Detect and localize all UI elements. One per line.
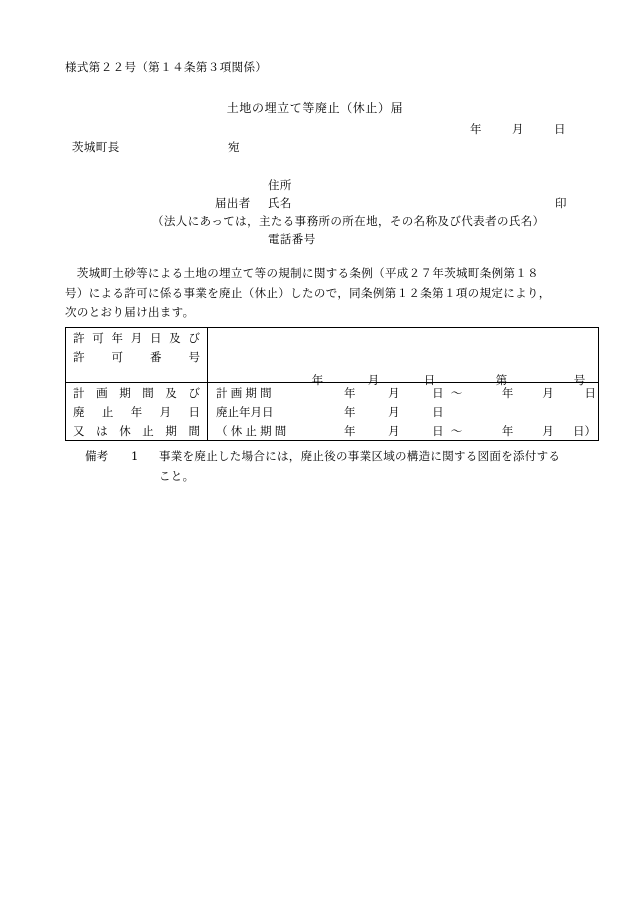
char: 間 [142, 385, 154, 400]
remarks-text-line-1: 事業を廃止した場合には，廃止後の事業区域の構造に関する図面を添付する [159, 449, 561, 463]
char: 番 [150, 349, 162, 364]
abolition-year-label: 年 [344, 404, 356, 419]
suspension-start-year-label: 年 [344, 423, 356, 438]
plan-period-label: 計画期間 [216, 385, 275, 400]
char: び [188, 330, 200, 345]
char: 止 [142, 423, 154, 438]
submitter-address-label: 住所 [268, 178, 292, 192]
body-paragraph [65, 264, 599, 323]
period-label-cell [66, 383, 208, 441]
char: 日 [188, 404, 200, 419]
plan-start-day-label: 日 [432, 385, 444, 400]
suspension-period-tilde: ～ [450, 423, 463, 438]
plan-start-year-label: 年 [344, 385, 356, 400]
corporate-note: （法人にあっては，主たる事務所の所在地，その名称及び代表者の氏名） [152, 214, 545, 228]
char: 月 [130, 330, 143, 345]
char: 期 [165, 423, 177, 438]
permit-number-prefix: 第 [495, 373, 508, 387]
char: 画 [96, 385, 108, 400]
char: び [188, 385, 200, 400]
char: 許 [73, 330, 85, 345]
abolition-date-label: 廃止年月日 [216, 404, 274, 419]
addressee-name: 茨城町長 [72, 140, 120, 154]
date-month-label: 月 [512, 122, 524, 136]
abolition-month-label: 月 [388, 404, 400, 419]
permit-value-area[interactable] [208, 328, 598, 387]
char: 又 [73, 423, 85, 438]
permit-date-number-line [208, 358, 598, 402]
body-line-1: 茨城町土砂等による土地の埋立て等の規制に関する条例（平成２７年茨城町条例第１８ [65, 266, 539, 280]
char: は [96, 423, 108, 438]
char: 休 [119, 423, 131, 438]
page-title: 土地の埋立て等廃止（休止）届 [226, 101, 404, 115]
suspension-end-year-label: 年 [501, 423, 514, 438]
permit-value-cell[interactable] [208, 328, 599, 387]
submitter-name-label: 氏名 [268, 196, 292, 210]
plan-end-day-label: 日 [584, 385, 597, 400]
remarks-text-line-2: こと。 [159, 468, 195, 483]
permit-label-line-2 [66, 347, 207, 366]
body-line-3: 次のとおり届け出ます。 [65, 305, 195, 319]
char: 及 [165, 385, 177, 400]
period-label-line-2 [66, 402, 207, 421]
date-year-label: 年 [470, 122, 482, 136]
char: 月 [159, 404, 172, 419]
remarks-item-number: 1 [131, 449, 139, 463]
suspension-start-day-label: 日 [432, 423, 444, 438]
char: 年 [130, 404, 143, 419]
date-line [0, 124, 630, 136]
submitter-tel-label: 電話番号 [268, 232, 316, 246]
char: 間 [188, 423, 200, 438]
date-day-label: 日 [554, 122, 566, 136]
seal-mark: 印 [555, 196, 567, 210]
permit-year-label: 年 [311, 373, 324, 387]
abolition-day-label: 日 [432, 404, 444, 419]
permit-day-label: 日 [423, 373, 436, 387]
remarks-heading: 備考 [85, 449, 109, 463]
char: 許 [73, 349, 85, 364]
body-line-2: 号）による許可に係る事業を廃止（休止）したので，同条例第１２条第１項の規定により， [65, 285, 551, 300]
suspension-period-line[interactable] [208, 421, 598, 440]
permit-month-label: 月 [367, 373, 380, 387]
table-row-permit [66, 328, 599, 383]
suspension-start-month-label: 月 [388, 423, 400, 438]
addressee-suffix: 宛 [228, 140, 240, 154]
plan-end-year-label: 年 [501, 385, 514, 400]
char: 止 [101, 404, 114, 419]
char: 年 [111, 330, 123, 345]
abolition-date-line[interactable] [208, 402, 598, 421]
period-label-line-3 [66, 421, 207, 440]
char: 日 [150, 330, 162, 345]
char: 計 [73, 385, 85, 400]
permit-label-line-1 [66, 328, 207, 347]
suspension-end-day-label: 日） [573, 423, 597, 438]
form-table [65, 327, 599, 441]
permit-label-cell [66, 328, 208, 383]
char: 可 [111, 349, 123, 364]
char: 号 [188, 349, 200, 364]
char: 期 [119, 385, 131, 400]
period-label-line-1 [66, 383, 207, 402]
suspension-end-month-label: 月 [542, 423, 554, 438]
char: 及 [169, 330, 181, 345]
plan-period-tilde: ～ [450, 385, 463, 400]
plan-start-month-label: 月 [388, 385, 400, 400]
submitter-title-label: 届出者 [215, 196, 251, 210]
plan-end-month-label: 月 [542, 385, 554, 400]
form-number: 様式第２２号（第１４条第３項関係） [65, 60, 268, 74]
suspension-period-label: （休止期間 [216, 423, 290, 438]
remarks-section [85, 447, 605, 486]
char: 廃 [73, 404, 85, 419]
remarks-line-1 [85, 447, 605, 467]
permit-number-suffix: 号 [573, 373, 586, 387]
char: 可 [92, 330, 104, 345]
